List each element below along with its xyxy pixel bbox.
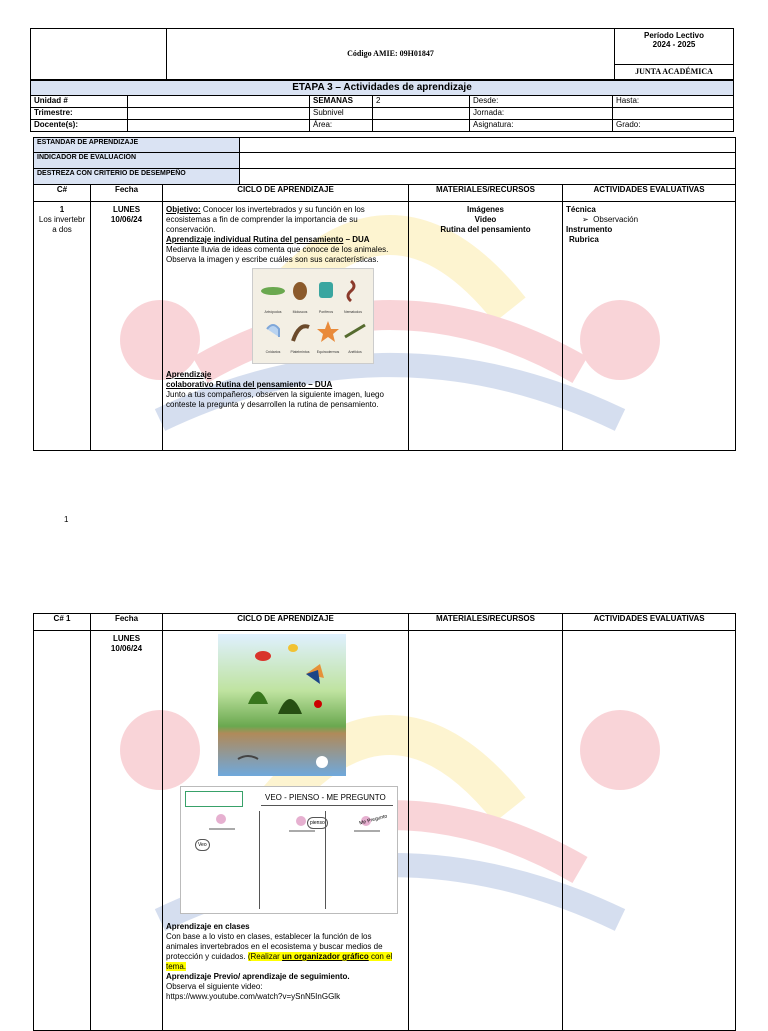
col-actividades: ACTIVIDADES EVALUATIVAS bbox=[563, 185, 736, 202]
codigo-amie: Código AMIE: 09H01847 bbox=[167, 29, 615, 80]
inv-label-3: Nematodos bbox=[344, 310, 362, 314]
asignatura-label: Asignatura: bbox=[470, 120, 613, 132]
objetivo-label: Objetivo: bbox=[166, 205, 201, 214]
activity-table bbox=[33, 184, 736, 451]
mat-imagenes: Imágenes bbox=[467, 205, 504, 214]
inv-label-5: Platelmintos bbox=[290, 350, 310, 354]
ecosystem-illustration bbox=[218, 634, 346, 776]
inv-label-2: Poríferos bbox=[318, 310, 334, 314]
col-ciclo-2: CICLO DE APRENDIZAJE bbox=[163, 614, 409, 631]
clases-text-block bbox=[166, 932, 405, 972]
observacion-item: ➢ Observación bbox=[582, 215, 639, 224]
inv-label-0: Artrópodos bbox=[264, 310, 282, 314]
trimestre-label: Trimestre: bbox=[31, 108, 128, 120]
aprend-individual: Aprendizaje individual Rutina del pensamiento bbox=[166, 235, 344, 244]
clases-text: Con base a lo visto en clases, establecer la función de los animales invertebrados en el ecosistema y buscar medios de protección y cuidados. bbox=[166, 932, 383, 961]
clases-hl-3: con el tema. bbox=[166, 952, 393, 971]
col-actividades-2: ACTIVIDADES EVALUATIVAS bbox=[563, 614, 736, 631]
area-label: Área: bbox=[310, 120, 373, 132]
inv-label-4: Cnidarios bbox=[265, 350, 281, 354]
desde-label: Desde: bbox=[470, 96, 613, 108]
indicador-label: INDICADOR DE EVALUACIÓN bbox=[34, 153, 240, 169]
tecnica-label: Técnica bbox=[566, 205, 596, 214]
rubrica-label: Rubrica bbox=[569, 235, 599, 244]
periodo-label: Período Lectivo bbox=[643, 31, 704, 40]
row1-tema: Los invertebra dos bbox=[38, 215, 86, 234]
inv-label-6: Equinodermos bbox=[316, 350, 340, 354]
instrumento-label: Instrumento bbox=[566, 225, 613, 234]
clases-title: Aprendizaje en clases bbox=[166, 922, 250, 931]
row2-dia: LUNES bbox=[112, 634, 141, 643]
observa-video: Observa el siguiente video: bbox=[166, 982, 263, 991]
mat-video: Video bbox=[474, 215, 497, 224]
col-materiales-2: MATERIALES/RECURSOS bbox=[409, 614, 563, 631]
semanas-value: 2 bbox=[373, 96, 470, 108]
col-fecha-2: Fecha bbox=[91, 614, 163, 631]
row1-c-cell bbox=[34, 202, 91, 451]
previo-title: Aprendizaje Previo/ aprendizaje de seguimiento. bbox=[166, 972, 350, 981]
mat-rutina: Rutina del pensamiento bbox=[440, 225, 531, 234]
name-box bbox=[185, 791, 243, 807]
pienso-bubble: pienso bbox=[307, 817, 328, 829]
unidad-label: Unidad # bbox=[31, 96, 128, 108]
activity-table-2 bbox=[33, 613, 736, 1031]
row1-materiales-cell bbox=[409, 202, 563, 451]
junta-academica: JUNTA ACADÉMICA bbox=[615, 65, 734, 80]
row2-fecha-cell bbox=[91, 631, 163, 1031]
unidad-value bbox=[128, 96, 310, 108]
subnivel-label: Subnivel bbox=[310, 108, 373, 120]
row1-ciclo-cell bbox=[163, 202, 409, 451]
row2-ciclo-cell bbox=[163, 631, 409, 1031]
aprend-colab-1: Aprendizaje bbox=[166, 370, 212, 379]
etapa-title: ETAPA 3 – Actividades de aprendizaje bbox=[31, 81, 734, 96]
inv-label-1: Moluscos bbox=[292, 310, 308, 314]
row1-num: 1 bbox=[59, 205, 65, 214]
jornada-label: Jornada: bbox=[470, 108, 613, 120]
page-number: 1 bbox=[64, 515, 69, 524]
clases-hl-2: un organizador gráfico bbox=[282, 952, 369, 961]
col-ciclo: CICLO DE APRENDIZAJE bbox=[163, 185, 409, 202]
observacion-text: Observación bbox=[593, 215, 639, 224]
aprend-colab-2: colaborativo Rutina del pensamiento – DUA bbox=[166, 380, 333, 389]
row2-fecha: 10/06/24 bbox=[110, 644, 143, 653]
invertebrates-image bbox=[252, 268, 374, 364]
hasta-label: Hasta: bbox=[613, 96, 734, 108]
rutina-pensamiento-image bbox=[180, 786, 398, 914]
junto-companeros: Junto a tus compañeros, observen la siguiente imagen, luego conteste la pregunta y desarrollen la rutina de pensamiento. bbox=[166, 390, 384, 409]
pregunto-bubble: Me Pregunto bbox=[358, 813, 388, 827]
observa-imagen: Observa la imagen y escribe cuáles son sus características. bbox=[166, 255, 379, 264]
col-c1: C# 1 bbox=[34, 614, 91, 631]
semanas-label: SEMANAS bbox=[310, 96, 373, 108]
invertebrates-illustration bbox=[253, 269, 373, 363]
objetivo-text: Conocer los invertebrados y su función en los ecosistemas a fin de comprender la importancia de su conservación. bbox=[166, 205, 365, 234]
standards-table bbox=[33, 137, 736, 185]
objetivo bbox=[166, 205, 405, 235]
aprend-individual-suffix: – DUA bbox=[343, 235, 370, 244]
ecosystem-image bbox=[218, 634, 346, 776]
docente-label: Docente(s): bbox=[31, 120, 128, 132]
row1-fecha: 10/06/24 bbox=[110, 215, 143, 224]
inv-label-7: Anélidos bbox=[348, 350, 362, 354]
row1-fecha-cell bbox=[91, 202, 163, 451]
logo-cell bbox=[31, 29, 167, 80]
periodo-cell bbox=[615, 29, 734, 65]
clases-hl-1: (Realizar bbox=[247, 952, 283, 961]
grado-label: Grado: bbox=[613, 120, 734, 132]
lluvia-ideas: Mediante lluvia de ideas comenta que conoce de los animales. bbox=[166, 245, 389, 254]
veo-bubble: Veo bbox=[195, 839, 210, 851]
col-materiales: MATERIALES/RECURSOS bbox=[409, 185, 563, 202]
rutina-title: VEO - PIENSO - ME PREGUNTO bbox=[265, 793, 386, 802]
info-table bbox=[30, 80, 734, 132]
periodo-value: 2024 - 2025 bbox=[652, 40, 696, 49]
col-c: C# bbox=[34, 185, 91, 202]
estandar-label: ESTANDAR DE APRENDIZAJE bbox=[34, 138, 240, 153]
video-url[interactable]: https://www.youtube.com/watch?v=ySnN5InGGlk bbox=[166, 992, 341, 1001]
header-table bbox=[30, 28, 734, 80]
col-fecha: Fecha bbox=[91, 185, 163, 202]
destreza-label: DESTREZA CON CRITERIO DE DESEMPEÑO bbox=[34, 169, 240, 185]
row1-dia: LUNES bbox=[112, 205, 141, 214]
row1-actividades-cell bbox=[563, 202, 736, 451]
